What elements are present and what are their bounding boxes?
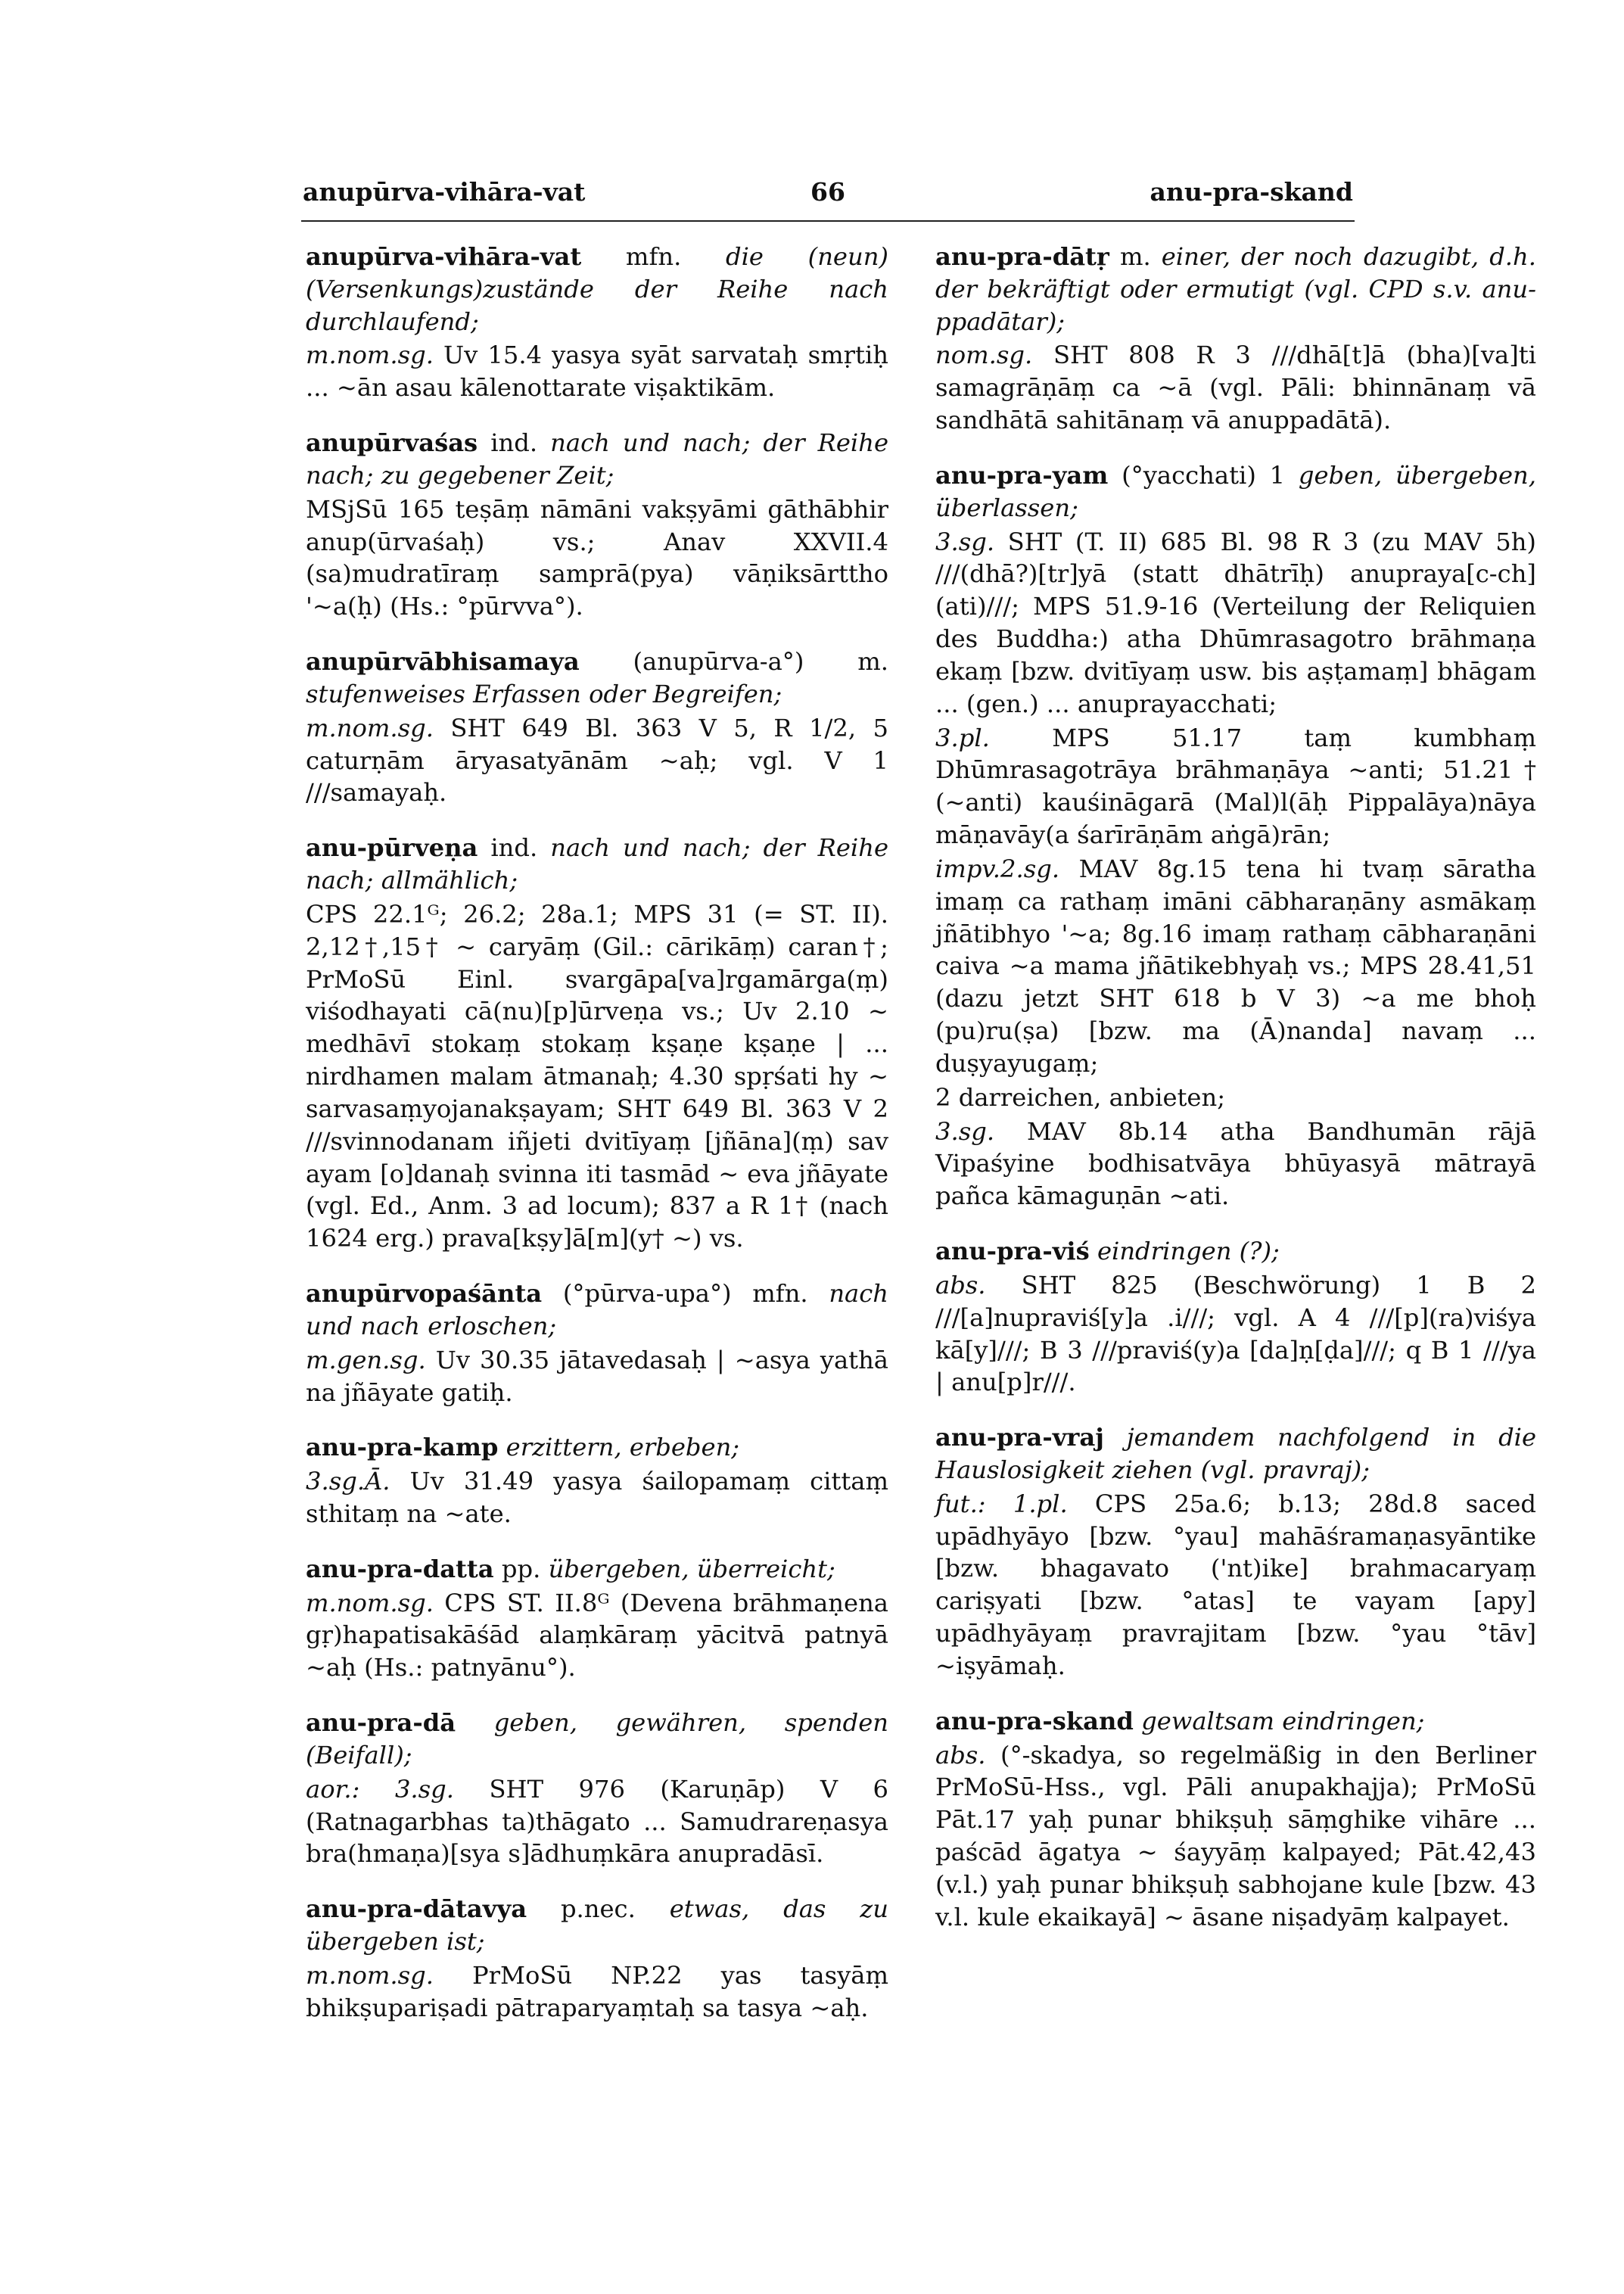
entry-definition: nach und nach erloschen; bbox=[306, 1279, 888, 1340]
citation-form-tag: m.nom.sg. bbox=[306, 341, 434, 370]
entry-grammar: ind. bbox=[478, 428, 551, 458]
entry-headword: anu-pra-skand bbox=[935, 1706, 1134, 1735]
citation-text: Uv 31.49 yasya śailopamaṃ cittaṃ sthitaṃ na ~ate. bbox=[306, 1467, 888, 1528]
dictionary-entry bbox=[306, 832, 888, 1255]
entry-grammar: mfn. bbox=[581, 242, 726, 271]
entry-definition: jemandem nachfolgend in die Hauslosigkeit ziehen (vgl. pravraj); bbox=[935, 1423, 1537, 1484]
dictionary-entry bbox=[935, 1421, 1536, 1682]
citation-form-tag: fut.: 1.pl. bbox=[935, 1489, 1068, 1518]
entry-citation bbox=[306, 1465, 888, 1530]
entry-definition-line bbox=[935, 241, 1536, 338]
entry-citation bbox=[306, 1959, 888, 2025]
entry-definition-line bbox=[306, 1278, 888, 1343]
entry-definition-line bbox=[306, 1893, 888, 1958]
entry-grammar: (°pūrva-upa°) mfn. bbox=[542, 1279, 829, 1309]
entry-headword: anu-pra-kamp bbox=[306, 1433, 499, 1462]
citation-text: CPS 22.1ᴳ; 26.2; 28a.1; MPS 31 (= ST. II). 2,12†,15† ~ caryāṃ (Gil.: cārikāṃ) caran†; PrMoSū Einl. svargāpa[va]rgamārga(ṃ) viśodhayati cā(nu)[p]ūrveṇa vs.; Uv 2.10 ~ medhāvī stokaṃ stokaṃ kṣaṇe kṣaṇe | ... nirdhamen malam ātmanaḥ; 4.30 spṛśati hy ~ sarvasaṃyojanakṣayam; SHT 649 Bl. 363 V 2 ///svinnodanam iñjeti dvitīyaṃ [jñāna](ṃ) sav ayam [o]danaḥ svinna iti tasmād ~ eva jñāyate (vgl. Ed., Anm. 3 ad locum); 837 a R 1† (nach 1624 erg.) prava[kṣy]ā[m](y† ~) vs. bbox=[306, 899, 888, 1253]
entry-definition: geben, gewähren, spenden (Beifall); bbox=[306, 1708, 888, 1770]
entry-citation bbox=[306, 1587, 888, 1684]
entry-citation bbox=[306, 1773, 888, 1870]
entry-definition-line bbox=[306, 1707, 888, 1772]
entry-definition-line bbox=[935, 1421, 1536, 1486]
entry-definition-line bbox=[935, 1705, 1536, 1738]
dictionary-entry bbox=[306, 646, 888, 809]
entry-definition: die (neun) (Versenkungs)zustände der Reihe nach durchlaufend; bbox=[306, 242, 888, 336]
citation-text: 2 darreichen, anbieten; bbox=[935, 1082, 1226, 1112]
dictionary-entry bbox=[306, 1707, 888, 1870]
entry-citation bbox=[935, 526, 1536, 721]
entry-citation bbox=[306, 1344, 888, 1409]
entry-definition: gewaltsam eindringen; bbox=[1141, 1706, 1425, 1735]
entry-citation bbox=[935, 853, 1536, 1080]
entry-citation bbox=[935, 722, 1536, 851]
citation-text: SHT 649 Bl. 363 V 5, R 1/2, 5 caturṇām āryasatyānām ~aḥ; vgl. V 1 ///samayaḥ. bbox=[306, 713, 888, 808]
citation-form-tag: abs. bbox=[935, 1740, 986, 1770]
dictionary-entry bbox=[306, 1553, 888, 1684]
page-number: 66 bbox=[810, 177, 845, 207]
entry-citation bbox=[935, 1082, 1536, 1114]
entry-definition-line bbox=[935, 1235, 1536, 1268]
citation-text: MAV 8b.14 atha Bandhumān rājā Vipaśyine bodhisatvāya bhūyasyā mātrayā pañca kāmaguṇān ~ati. bbox=[935, 1116, 1536, 1211]
entry-grammar bbox=[1090, 1237, 1097, 1265]
citation-text: PrMoSū NP.22 yas tasyāṃ bhikṣupariṣadi pātraparyaṃtaḥ sa tasya ~aḥ. bbox=[306, 1960, 888, 2022]
dictionary-entry bbox=[306, 241, 888, 404]
entry-headword: anupūrvopaśānta bbox=[306, 1279, 543, 1309]
citation-text: SHT 808 R 3 ///dhā[t]ā (bha)[va]ti samagrāṇāṃ ca ~ā (vgl. Pāli: bhinnānaṃ vā sandhātā sahitānaṃ vā anuppadātā). bbox=[935, 341, 1536, 435]
entry-definition-line bbox=[306, 427, 888, 492]
citation-text: CPS 25a.6; b.13; 28d.8 saced upādhyāyo [bzw. °yau] mahāśramaṇasyāntike [bzw. bhagavato ('nt)ike] brahmacaryaṃ cariṣyati [bzw. °atas] te vayam [apy] upādhyāyaṃ pravrajitam [bzw. °yau °tāv] ~iṣyāmaḥ. bbox=[935, 1489, 1536, 1680]
citation-text: CPS ST. II.8ᴳ (Devena brāhmaṇena gṛ)hapatisakāśād alaṃkāraṃ yācitvā patnyā ~aḥ (Hs.: patnyānu°). bbox=[306, 1588, 888, 1682]
citation-text: SHT (T. II) 685 Bl. 98 R 3 (zu MAV 5h) ///(dhā?)[tr]yā (statt dhātrīḥ) anupraya[c-ch](ati)///; MPS 51.9-16 (Verteilung der Reliquien des Buddha:) atha Dhūmrasagotro brāhmaṇa ekaṃ [bzw. dvitīyaṃ usw. bis aṣṭamaṃ] bhāgam ... (gen.) ... anuprayacchati; bbox=[935, 527, 1536, 718]
citation-form-tag: m.gen.sg. bbox=[306, 1345, 426, 1374]
entry-grammar bbox=[1104, 1423, 1127, 1452]
header-right-guideword: anu-pra-skand bbox=[1150, 177, 1353, 207]
entry-headword: anupūrvaśas bbox=[306, 428, 478, 458]
citation-text: MSjSū 165 teṣāṃ nāmāni vakṣyāmi gāthābhir anup(ūrvaśaḥ) vs.; Anav XXVII.4 (sa)mudratīraṃ samprā(pya) vāṇiksārttho '~a(ḥ) (Hs.: °pūrvva°). bbox=[306, 494, 888, 621]
entry-headword: anupūrvābhisamaya bbox=[306, 647, 580, 677]
entry-grammar: (°yacchati) 1 bbox=[1108, 460, 1299, 490]
entry-definition-line bbox=[306, 646, 888, 711]
dictionary-entry bbox=[935, 241, 1536, 437]
entry-definition-line bbox=[306, 832, 888, 897]
running-header bbox=[303, 177, 1353, 215]
right-column bbox=[935, 241, 1536, 1956]
entry-citation bbox=[935, 339, 1536, 436]
entry-headword: anu-pra-dātṛ bbox=[935, 242, 1109, 271]
dictionary-entry bbox=[306, 427, 888, 623]
left-column bbox=[306, 241, 888, 2047]
entry-headword: anu-pra-vraj bbox=[935, 1423, 1104, 1452]
citation-text: MPS 51.17 taṃ kumbhaṃ Dhūmrasagotrāya brāhmaṇāya ~anti; 51.21† (~anti) kauśināgarā (Mal)l(āḥ Pippalāya)nāya māṇavāy(a śarīrāṇām aṅgā)rān; bbox=[935, 723, 1536, 850]
entry-headword: anu-pūrveṇa bbox=[306, 833, 478, 863]
citation-form-tag: impv.2.sg. bbox=[935, 854, 1060, 883]
citation-form-tag: m.nom.sg. bbox=[306, 1588, 434, 1617]
entry-headword: anu-pra-viś bbox=[935, 1237, 1090, 1266]
citation-form-tag: 3.sg.Ā. bbox=[306, 1467, 390, 1496]
entry-grammar: (anupūrva-a°) m. bbox=[579, 647, 888, 677]
citation-form-tag: aor.: 3.sg. bbox=[306, 1774, 455, 1804]
citation-form-tag: m.nom.sg. bbox=[306, 713, 434, 742]
citation-text: (°-skadya, so regelmäßig in den Berliner PrMoSū-Hss., vgl. Pāli anupakhajja); PrMoSū Pāt.17 yaḥ punar bhikṣuḥ sāṃghike vihāre ... paścād āgatya ~ śayyāṃ kalpayed; Pāt.42,43 (v.l.) yaḥ punar bhikṣuḥ sabhojane kule [bzw. 43 v.l. kule ekaikayā] ~ āsane niṣadyāṃ kalpayet. bbox=[935, 1740, 1536, 1931]
citation-text: Uv 30.35 jātavedasaḥ | ~asya yathā na jñāyate gatiḥ. bbox=[306, 1345, 888, 1407]
entry-definition: geben, übergeben, überlassen; bbox=[935, 460, 1536, 522]
dictionary-entry bbox=[306, 1893, 888, 2024]
entry-citation bbox=[935, 1488, 1536, 1682]
entry-grammar: pp. bbox=[493, 1554, 549, 1583]
citation-text: Uv 15.4 yasya syāt sarvataḥ smṛtiḥ ... ~ān asau kālenottarate viṣaktikām. bbox=[306, 341, 888, 403]
entry-headword: anu-pra-dātavya bbox=[306, 1894, 527, 1924]
entry-grammar bbox=[1134, 1707, 1141, 1735]
entry-grammar: ind. bbox=[478, 833, 551, 863]
dictionary-entry bbox=[935, 1705, 1536, 1934]
dictionary-entry bbox=[306, 1431, 888, 1530]
header-left-guideword: anupūrva-vihāra-vat bbox=[303, 177, 586, 207]
entry-citation bbox=[306, 898, 888, 1255]
entry-headword: anu-pra-yam bbox=[935, 460, 1109, 490]
entry-definition: erzittern, erbeben; bbox=[506, 1433, 740, 1462]
entry-citation bbox=[306, 493, 888, 623]
entry-definition-line bbox=[935, 459, 1536, 524]
entry-citation bbox=[306, 339, 888, 404]
entry-headword: anupūrva-vihāra-vat bbox=[306, 242, 582, 271]
entry-citation bbox=[935, 1116, 1536, 1212]
citation-text: SHT 825 (Beschwörung) 1 B 2 ///[a]nupraviś[y]a .i///; vgl. A 4 ///[p](ra)viśya kā[y]///; B 3 ///praviś(y)a [da]ṇ[ḍa]///; q B 1 ///ya | anu[p]r///. bbox=[935, 1270, 1536, 1397]
entry-definition-line bbox=[306, 241, 888, 338]
citation-form-tag: abs. bbox=[935, 1270, 986, 1300]
entry-definition: etwas, das zu übergeben ist; bbox=[306, 1894, 888, 1956]
citation-form-tag: m.nom.sg. bbox=[306, 1960, 434, 1990]
entry-definition: eindringen (?); bbox=[1097, 1237, 1280, 1266]
dictionary-entry bbox=[306, 1278, 888, 1408]
dictionary-entry bbox=[935, 1235, 1536, 1399]
citation-form-tag: 3.sg. bbox=[935, 1116, 995, 1146]
citation-form-tag: 3.pl. bbox=[935, 723, 990, 752]
citation-form-tag: nom.sg. bbox=[935, 341, 1033, 370]
entry-definition-line bbox=[306, 1553, 888, 1586]
entry-grammar bbox=[498, 1433, 506, 1461]
dictionary-entry bbox=[935, 459, 1536, 1212]
entry-definition: stufenweises Erfassen oder Begreifen; bbox=[306, 679, 782, 708]
entry-definition: nach und nach; der Reihe nach; zu gegebener Zeit; bbox=[306, 428, 889, 490]
entry-headword: anu-pra-datta bbox=[306, 1554, 494, 1583]
entry-definition-line bbox=[306, 1431, 888, 1464]
entry-definition: einer, der noch dazugibt, d.h. der bekräftigt oder ermutigt (vgl. CPD s.v. anu-ppadātar); bbox=[935, 242, 1537, 336]
entry-definition: nach und nach; der Reihe nach; allmählich; bbox=[306, 833, 889, 895]
entry-citation bbox=[935, 1269, 1536, 1399]
entry-grammar: p.nec. bbox=[527, 1894, 670, 1924]
citation-form-tag: 3.sg. bbox=[935, 527, 995, 556]
entry-citation bbox=[935, 1739, 1536, 1934]
entry-grammar: m. bbox=[1109, 242, 1162, 271]
entry-headword: anu-pra-dā bbox=[306, 1708, 456, 1738]
citation-text: SHT 976 (Karuṇāp) V 6 (Ratnagarbhas ta)thāgato ... Samudrareṇasya bra(hmaṇa)[sya s]ādhuṃkāra anupradāsī. bbox=[306, 1774, 888, 1869]
entry-grammar bbox=[456, 1708, 494, 1737]
header-rule bbox=[301, 220, 1355, 222]
entry-citation bbox=[306, 712, 888, 809]
entry-definition: übergeben, überreicht; bbox=[548, 1554, 835, 1583]
citation-text: MAV 8g.15 tena hi tvaṃ sāratha imaṃ ca rathaṃ imāni cābharaṇāny asmākaṃ jñātibhyo '~a; 8g.16 imaṃ rathaṃ cābharaṇāni caiva ~a mama jñātikebhyaḥ vs.; MPS 28.41,51 (dazu jetzt SHT 618 b V 3) ~a me bhoḥ (pu)ru(ṣa) [bzw. ma (Ā)nanda] navaṃ ... duṣyayugaṃ; bbox=[935, 854, 1536, 1078]
